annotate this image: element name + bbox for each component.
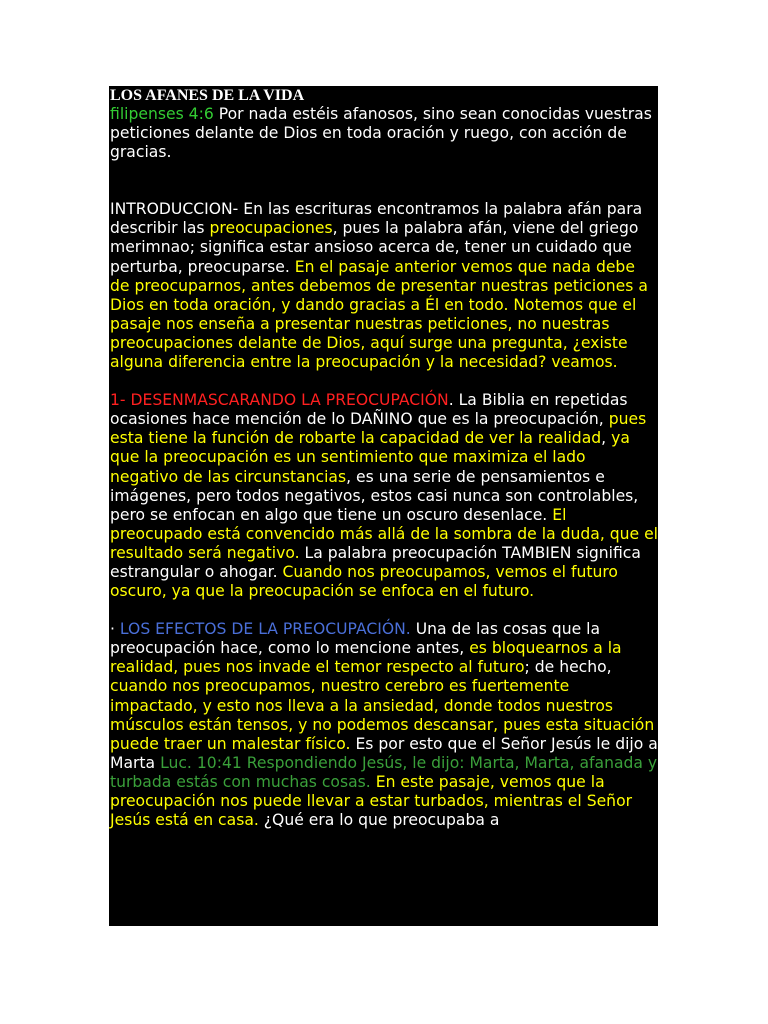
- verse-text: Por nada estéis afanosos, sino sean conocidas vuestras peticiones delante de Dios en toda oración y ruego, con acción de gracias.: [110, 105, 652, 162]
- intro-text: INTRODUCCION- En las escrituras encontramos la palabra afán para describir las: [110, 200, 643, 238]
- section-1-highlight: Cuando nos preocupamos, vemos el futuro oscuro, ya que la preocupación se enfoca en el futuro.: [110, 562, 618, 601]
- bible-quote: Luc. 10:41 Respondiendo Jesús, le dijo: Marta, Marta, afanada y turbada estás con muchas cosas.: [110, 753, 658, 791]
- spacer: [110, 372, 658, 391]
- intro-highlight: En el pasaje anterior vemos que nada debe de preocuparnos, antes debemos de presentar nuestras peticiones a Dios en toda oración, y dando gracias a Él en todo. Notemos que el pasaje nos enseña a presentar nuestras peticiones, no nuestras preocupaciones delante de Dios, aquí surge una pregunta, ¿existe alguna diferencia entre la preocupación y la necesidad? veamos.: [110, 257, 648, 372]
- section-2-highlight: cuando nos preocupamos, nuestro cerebro es fuertemente impactado, y esto nos lleva a la ansiedad, donde todos nuestros músculos están tensos, y no podemos descansar, pues esta situación puede traer un malestar físico.: [110, 677, 655, 753]
- intro-highlight-word: preocupaciones: [209, 219, 333, 238]
- section-1-highlight: pues esta tiene la función de robarte la capacidad de ver la realidad: [110, 410, 647, 448]
- section-1-text: ,: [601, 429, 612, 448]
- introduction-paragraph: [110, 200, 658, 372]
- section-1-highlight: ya que la preocupación es un sentimiento que maximiza el lado negativo de las circunstancias: [110, 429, 630, 486]
- spacer: [110, 162, 658, 200]
- section-2-heading: LOS EFECTOS DE LA PREOCUPACIÓN.: [119, 620, 411, 639]
- opening-verse: [110, 105, 658, 162]
- intro-text: , pues la palabra afán, viene del griego merimnao; significa estar ansioso acerca de, tener un cuidado que perturba, preocuparse.: [110, 219, 639, 276]
- bullet: ·: [110, 620, 120, 639]
- section-1-heading: 1- DESENMASCARANDO LA PREOCUPACIÓN: [110, 391, 449, 410]
- section-2-text: Es por esto que el Señor Jesús le dijo a Marta: [110, 734, 658, 772]
- section-1-highlight: El preocupado está convencido más allá de la sombra de la duda, que el resultado será negativo.: [110, 505, 658, 562]
- section-2-text: ¿Qué era lo que preocupaba a: [258, 811, 500, 830]
- section-1-text: La palabra preocupación TAMBIEN significa estrangular o ahogar.: [110, 543, 641, 581]
- document-page: [109, 86, 658, 926]
- section-2-paragraph: [110, 620, 658, 830]
- document-title: LOS AFANES DE LA VIDA: [110, 87, 305, 104]
- section-1-paragraph: [110, 391, 658, 601]
- section-2-text: ; de hecho,: [524, 658, 612, 677]
- spacer: [110, 601, 658, 620]
- section-2-highlight: es bloquearnos a la realidad, pues nos invade el temor respecto al futuro: [110, 639, 622, 677]
- section-1-text: , es una serie de pensamientos e imágenes, pero todos negativos, estos casi nunca son controlables, pero se enfocan en algo que tiene un oscuro desenlace.: [110, 467, 639, 524]
- section-2-highlight: En este pasaje, vemos que la preocupación nos puede llevar a estar turbados, mientras el Señor Jesús está en casa.: [110, 772, 633, 830]
- section-2-text: Una de las cosas que la preocupación hace, como lo mencione antes,: [110, 620, 601, 658]
- section-1-text: . La Biblia en repetidas ocasiones hace mención de lo DAÑINO que es la preocupación,: [110, 391, 628, 429]
- verse-reference: filipenses 4:6: [110, 105, 214, 123]
